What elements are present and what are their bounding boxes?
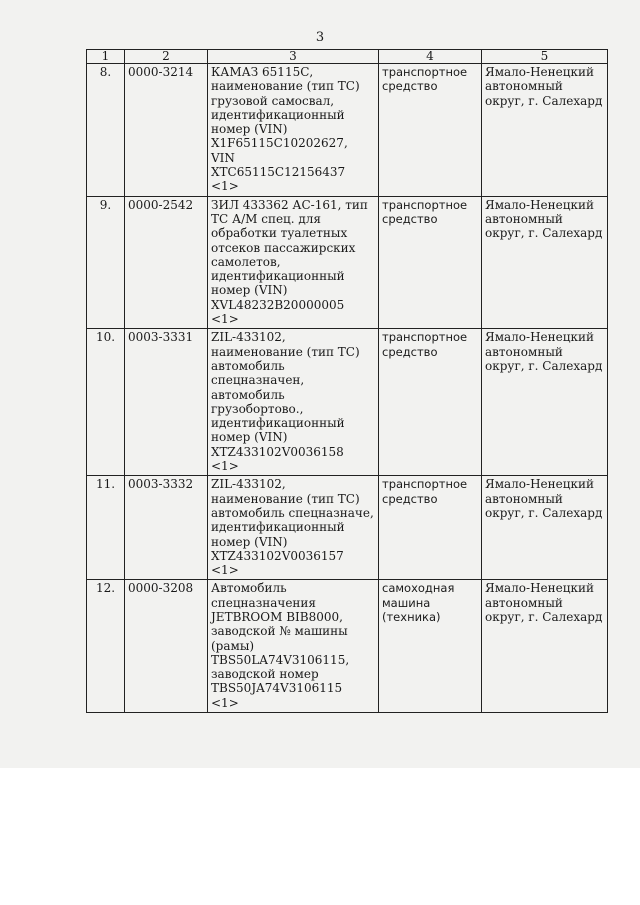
- table-row: [87, 476, 608, 580]
- row-number: 11.: [87, 476, 125, 580]
- inventory-code: 0000-2542: [125, 196, 208, 329]
- table-header-row: [87, 50, 608, 64]
- column-header-2: 2: [125, 50, 208, 64]
- property-type: транспортное средство: [379, 64, 482, 197]
- table-row: [87, 329, 608, 476]
- location: Ямало-Ненецкий автономный округ, г. Салехард: [482, 196, 608, 329]
- vehicle-description: ZIL-433102, наименование (тип ТС) автомобиль спецназначен, автомобиль грузобортово., идентификационный номер (VIN) XTZ433102V0036158 <1>: [208, 329, 379, 476]
- column-header-5: 5: [482, 50, 608, 64]
- property-type: транспортное средство: [379, 196, 482, 329]
- location: Ямало-Ненецкий автономный округ, г. Салехард: [482, 329, 608, 476]
- location: Ямало-Ненецкий автономный округ, г. Салехард: [482, 64, 608, 197]
- property-type: самоходная машина (техника): [379, 580, 482, 713]
- inventory-code: 0000-3214: [125, 64, 208, 197]
- property-type: транспортное средство: [379, 476, 482, 580]
- inventory-code: 0000-3208: [125, 580, 208, 713]
- location: Ямало-Ненецкий автономный округ, г. Салехард: [482, 580, 608, 713]
- column-header-3: 3: [208, 50, 379, 64]
- row-number: 12.: [87, 580, 125, 713]
- row-number: 8.: [87, 64, 125, 197]
- vehicle-registry-table: [86, 49, 608, 713]
- vehicle-description: КАМАЗ 65115С, наименование (тип ТС) грузовой самосвал, идентификационный номер (VIN) X1F65115C10202627, VIN XTC65115C12156437 <1>: [208, 64, 379, 197]
- table-row: [87, 196, 608, 329]
- inventory-code: 0003-3332: [125, 476, 208, 580]
- location: Ямало-Ненецкий автономный округ, г. Салехард: [482, 476, 608, 580]
- column-header-4: 4: [379, 50, 482, 64]
- vehicle-description: ZIL-433102, наименование (тип ТС) автомобиль спецназначе, идентификационный номер (VIN) XTZ433102V0036157 <1>: [208, 476, 379, 580]
- table-row: [87, 580, 608, 713]
- column-header-1: 1: [87, 50, 125, 64]
- table-row: [87, 64, 608, 197]
- vehicle-description: Автомобиль спецназначения JETBROOM BIB8000, заводской № машины (рамы) TBS50LA74V3106115, заводской номер TBS50JA74V3106115 <1>: [208, 580, 379, 713]
- vehicle-description: ЗИЛ 433362 АС-161, тип ТС А/М спец. для обработки туалетных отсеков пассажирских самолетов, идентификационный номер (VIN) XVL48232B20000005 <1>: [208, 196, 379, 329]
- property-type: транспортное средство: [379, 329, 482, 476]
- inventory-code: 0003-3331: [125, 329, 208, 476]
- row-number: 9.: [87, 196, 125, 329]
- page-number: 3: [315, 30, 325, 45]
- row-number: 10.: [87, 329, 125, 476]
